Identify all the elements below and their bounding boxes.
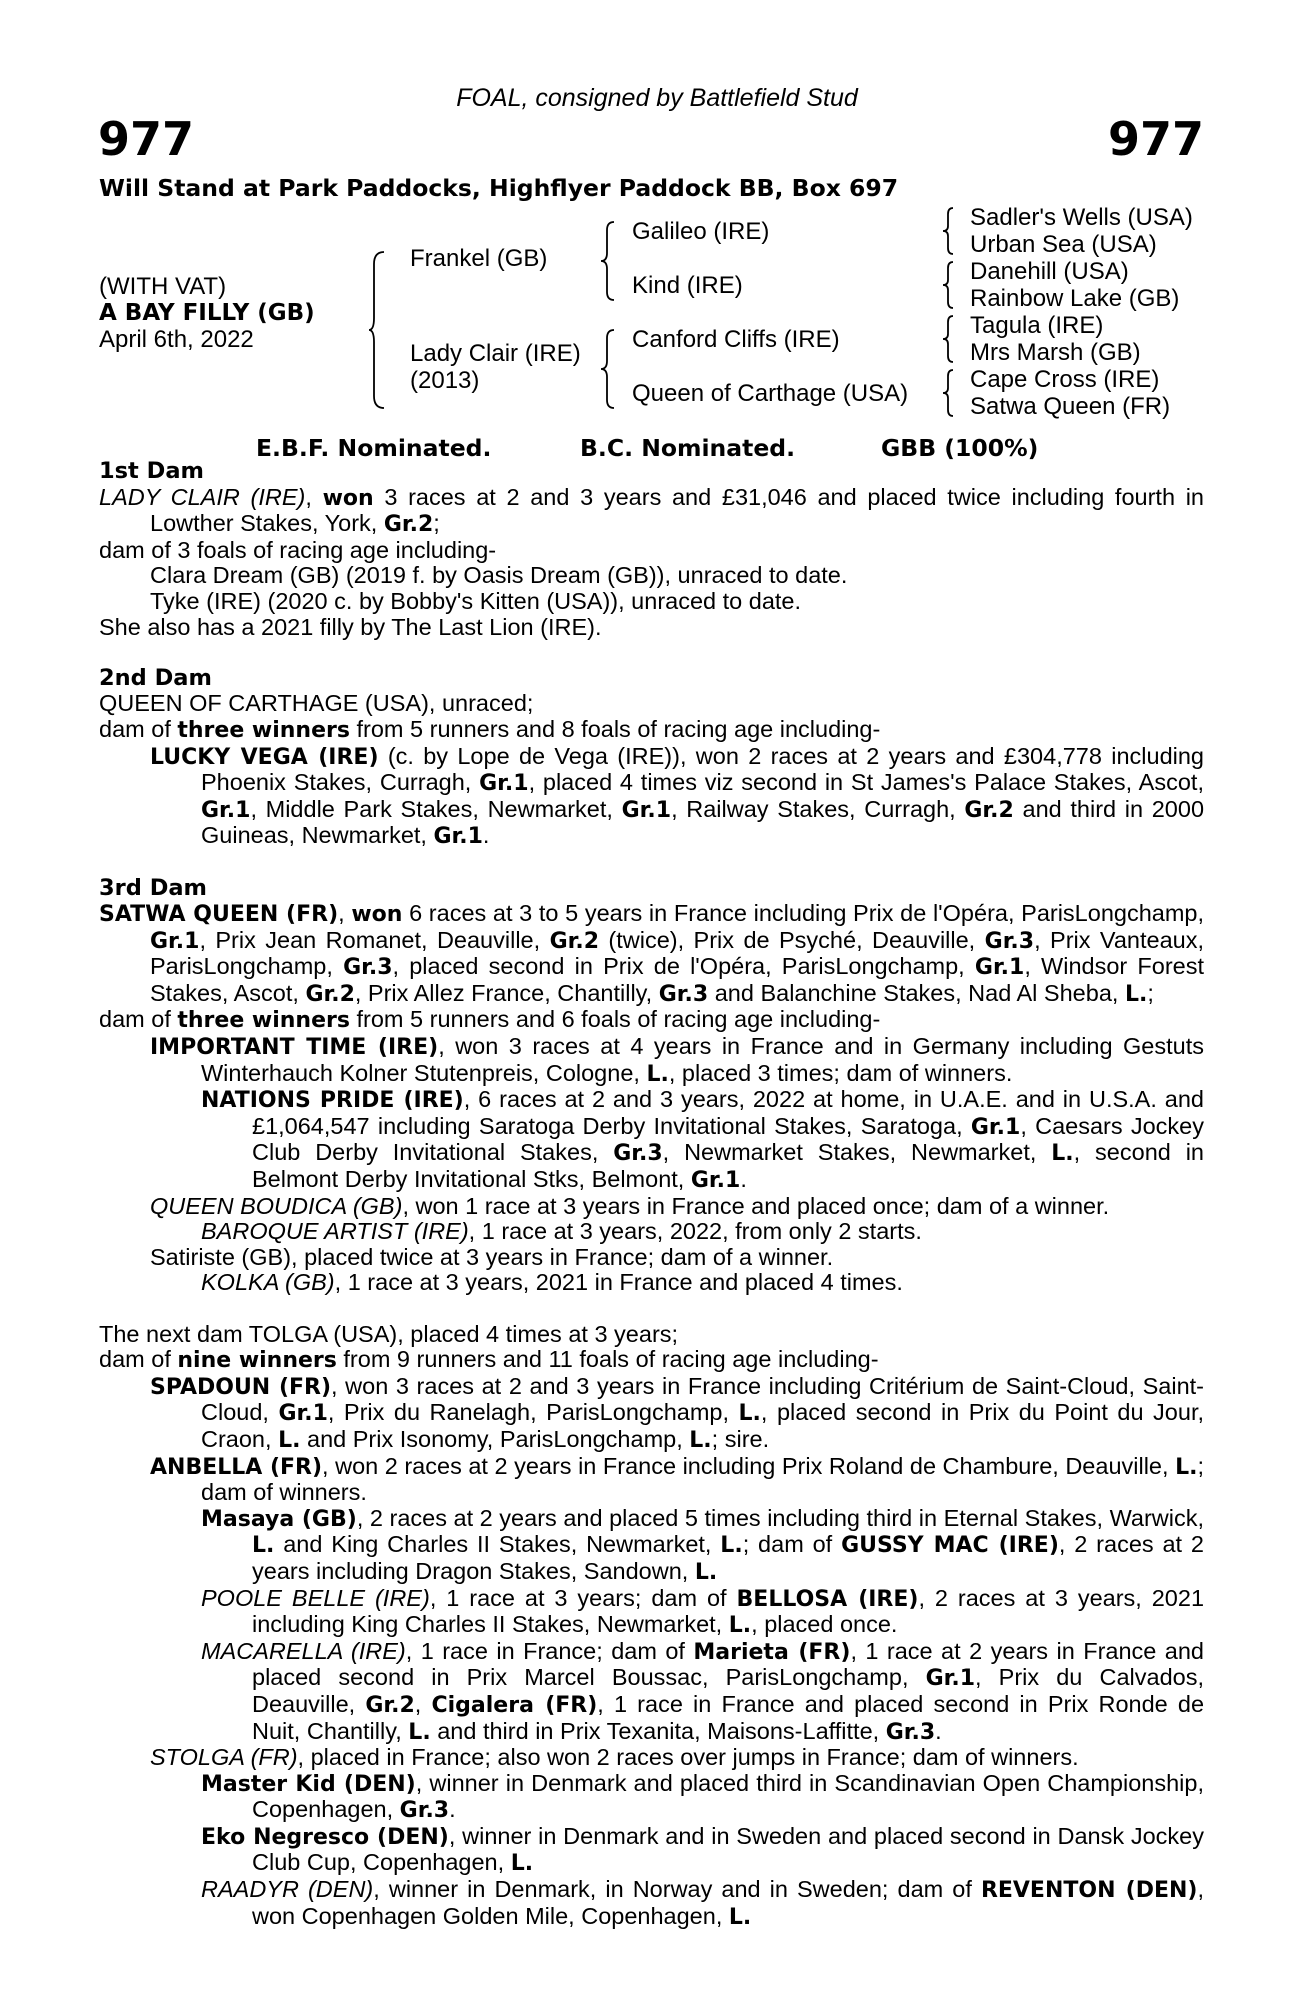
produce-item: Master Kid (DEN), winner in Denmark and placed third in Scandinavian Open Championship, Copenhagen, Gr.3. bbox=[201, 1769, 1204, 1824]
g3-sds: Danehill (USA) bbox=[970, 258, 1129, 285]
produce-item: QUEEN BOUDICA (GB), won 1 race at 3 years in France and placed once; dam of a winner. bbox=[150, 1192, 1110, 1219]
first-dam-produce-intro: dam of 3 foals of racing age including- bbox=[99, 536, 497, 563]
ebf-nomination: E.B.F. Nominated. bbox=[256, 434, 492, 462]
sire: Frankel (GB) bbox=[410, 245, 548, 272]
g3-dss: Tagula (IRE) bbox=[970, 312, 1104, 339]
g3-sdd: Rainbow Lake (GB) bbox=[970, 285, 1180, 312]
dam-year: (2013) bbox=[410, 367, 480, 394]
g3-ddd: Satwa Queen (FR) bbox=[970, 393, 1171, 420]
lot-title: A BAY FILLY (GB) bbox=[99, 300, 315, 326]
pedigree-bracket bbox=[368, 250, 388, 410]
dam-dam: Queen of Carthage (USA) bbox=[632, 380, 909, 407]
bc-nomination: B.C. Nominated. bbox=[580, 434, 796, 462]
vat-note: (WITH VAT) bbox=[99, 273, 227, 300]
produce-item: STOLGA (FR), placed in France; also won 2 races over jumps in France; dam of winners. bbox=[150, 1744, 1079, 1771]
consignor-line: FOAL, consigned by Battlefield Stud bbox=[456, 84, 858, 112]
first-dam-entry: LADY CLAIR (IRE), won 3 races at 2 and 3 years and £31,046 and placed twice including fourth in Lowther Stakes, York, Gr.2; bbox=[99, 483, 1204, 538]
next-dam-produce-intro: dam of nine winners from 9 runners and 11 foals of racing age including- bbox=[99, 1346, 879, 1374]
third-dam-entry: SATWA QUEEN (FR), won 6 races at 3 to 5 years in France including Prix de l'Opéra, ParisLongchamp, Gr.1, Prix Jean Romanet, Deauville, Gr.2 (twice), Prix de Psyché, Deauville, Gr.3, Prix Vanteaux, ParisLongchamp, Gr.3, placed second in Prix de l'Opéra, ParisLongchamp, Gr.1, Windsor Forest Stakes, Ascot, Gr.2, Prix Allez France, Chantilly, Gr.3 and Balanchine Stakes, Nad Al Sheba, L.; bbox=[99, 900, 1205, 1007]
produce-item: Satiriste (GB), placed twice at 3 years in France; dam of a winner. bbox=[150, 1243, 834, 1270]
dam-bracket bbox=[598, 328, 618, 410]
produce-item: MACARELLA (IRE), 1 race in France; dam of Marieta (FR), 1 race at 2 years in France and placed second in Prix Marcel Boussac, ParisLongchamp, Gr.1, Prix du Calvados, Deauville, Gr.2, Cigalera (FR), 1 race in France and placed second in Prix Ronde de Nuit, Chantilly, L. and third in Prix Texanita, Maisons-Laffitte, Gr.3. bbox=[201, 1637, 1205, 1745]
sire-bracket bbox=[598, 220, 618, 302]
next-dam-entry: The next dam TOLGA (USA), placed 4 times at 3 years; bbox=[99, 1320, 679, 1347]
lot-number-right: 977 bbox=[1107, 112, 1204, 166]
produce-item: RAADYR (DEN), winner in Denmark, in Norway and in Sweden; dam of REVENTON (DEN), won Copenhagen Golden Mile, Copenhagen, L. bbox=[201, 1876, 1205, 1930]
g3-sss: Sadler's Wells (USA) bbox=[970, 204, 1193, 231]
second-dam-produce-intro: dam of three winners from 5 runners and 8 foals of racing age including- bbox=[99, 715, 881, 743]
lot-number-left: 977 bbox=[98, 112, 195, 166]
produce-item: NATIONS PRIDE (IRE), 6 races at 2 and 3 years, 2022 at home, in U.A.E. and in U.S.A. and £1,064,547 including Saratoga Derby Invitational Stakes, Saratoga, Gr.1, Caesars Jockey Club Derby Invitational Stakes, Gr.3, Newmarket Stakes, Newmarket, L., second in Belmont Derby Invitational Stks, Belmont, Gr.1. bbox=[201, 1086, 1204, 1194]
second-dam-entry: QUEEN OF CARTHAGE (USA), unraced; bbox=[99, 690, 534, 717]
produce-item: IMPORTANT TIME (IRE), won 3 races at 4 years in France and in Germany including Gestuts Winterhauch Kolner Stutenpreis, Cologne, L., placed 3 times; dam of winners. bbox=[150, 1033, 1205, 1087]
dam-sire: Canford Cliffs (IRE) bbox=[632, 326, 840, 353]
produce-item: BAROQUE ARTIST (IRE), 1 race at 3 years, 2022, from only 2 starts. bbox=[201, 1218, 922, 1245]
g3-dds: Cape Cross (IRE) bbox=[970, 366, 1160, 393]
produce-item: Tyke (IRE) (2020 c. by Bobby's Kitten (USA)), unraced to date. bbox=[150, 587, 802, 614]
g3-ssd: Urban Sea (USA) bbox=[970, 231, 1157, 258]
dd-bracket bbox=[940, 368, 956, 420]
produce-item: Clara Dream (GB) (2019 f. by Oasis Dream (GB)), unraced to date. bbox=[150, 562, 848, 589]
sire-sire: Galileo (IRE) bbox=[632, 218, 770, 245]
sd-bracket bbox=[940, 260, 956, 312]
g3-dsd: Mrs Marsh (GB) bbox=[970, 339, 1141, 366]
produce-item: Eko Negresco (DEN), winner in Denmark and in Sweden and placed second in Dansk Jockey Club Cup, Copenhagen, L. bbox=[201, 1822, 1204, 1877]
produce-note: She also has a 2021 filly by The Last Lion (IRE). bbox=[99, 613, 602, 640]
stabling-line: Will Stand at Park Paddocks, Highflyer Paddock BB, Box 697 bbox=[99, 174, 899, 202]
produce-item: KOLKA (GB), 1 race at 3 years, 2021 in France and placed 4 times. bbox=[201, 1269, 903, 1296]
produce-item: ANBELLA (FR), won 2 races at 2 years in France including Prix Roland de Chambure, Deauville, L.; dam of winners. bbox=[150, 1452, 1204, 1506]
dam-lines bbox=[99, 459, 1204, 1930]
second-dam-heading: 2nd Dam bbox=[99, 664, 212, 691]
ds-bracket bbox=[940, 314, 956, 366]
ss-bracket bbox=[940, 206, 956, 258]
first-dam-heading: 1st Dam bbox=[99, 458, 204, 484]
produce-item: POOLE BELLE (IRE), 1 race at 3 years; dam of BELLOSA (IRE), 2 races at 3 years, 2021 including King Charles II Stakes, Newmarket, L., placed once. bbox=[201, 1584, 1205, 1639]
third-dam-produce-intro: dam of three winners from 5 runners and 6 foals of racing age including- bbox=[99, 1006, 881, 1034]
gbb-rating: GBB (100%) bbox=[881, 434, 1039, 462]
third-dam-heading: 3rd Dam bbox=[99, 874, 207, 901]
sire-dam: Kind (IRE) bbox=[632, 272, 743, 299]
produce-item: Masaya (GB), 2 races at 2 years and placed 5 times including third in Eternal Stakes, Warwick, L. and King Charles II Stakes, Newmarket, L.; dam of GUSSY MAC (IRE), 2 races at 2 years including Dragon Stakes, Sandown, L. bbox=[201, 1504, 1204, 1585]
produce-item: LUCKY VEGA (IRE) (c. by Lope de Vega (IRE)), won 2 races at 2 years and £304,778 including Phoenix Stakes, Curragh, Gr.1, placed 4 times viz second in St James's Palace Stakes, Ascot, Gr.1, Middle Park Stakes, Newmarket, Gr.1, Railway Stakes, Curragh, Gr.2 and third in 2000 Guineas, Newmarket, Gr.1. bbox=[150, 742, 1205, 850]
foaling-date: April 6th, 2022 bbox=[99, 326, 254, 353]
produce-item: SPADOUN (FR), won 3 races at 2 and 3 years in France including Critérium de Saint-Cloud, Saint-Cloud, Gr.1, Prix du Ranelagh, ParisLongchamp, L., placed second in Prix du Point du Jour, Craon, L. and Prix Isonomy, ParisLongchamp, L.; sire. bbox=[150, 1372, 1205, 1453]
dam: Lady Clair (IRE) bbox=[410, 340, 581, 367]
